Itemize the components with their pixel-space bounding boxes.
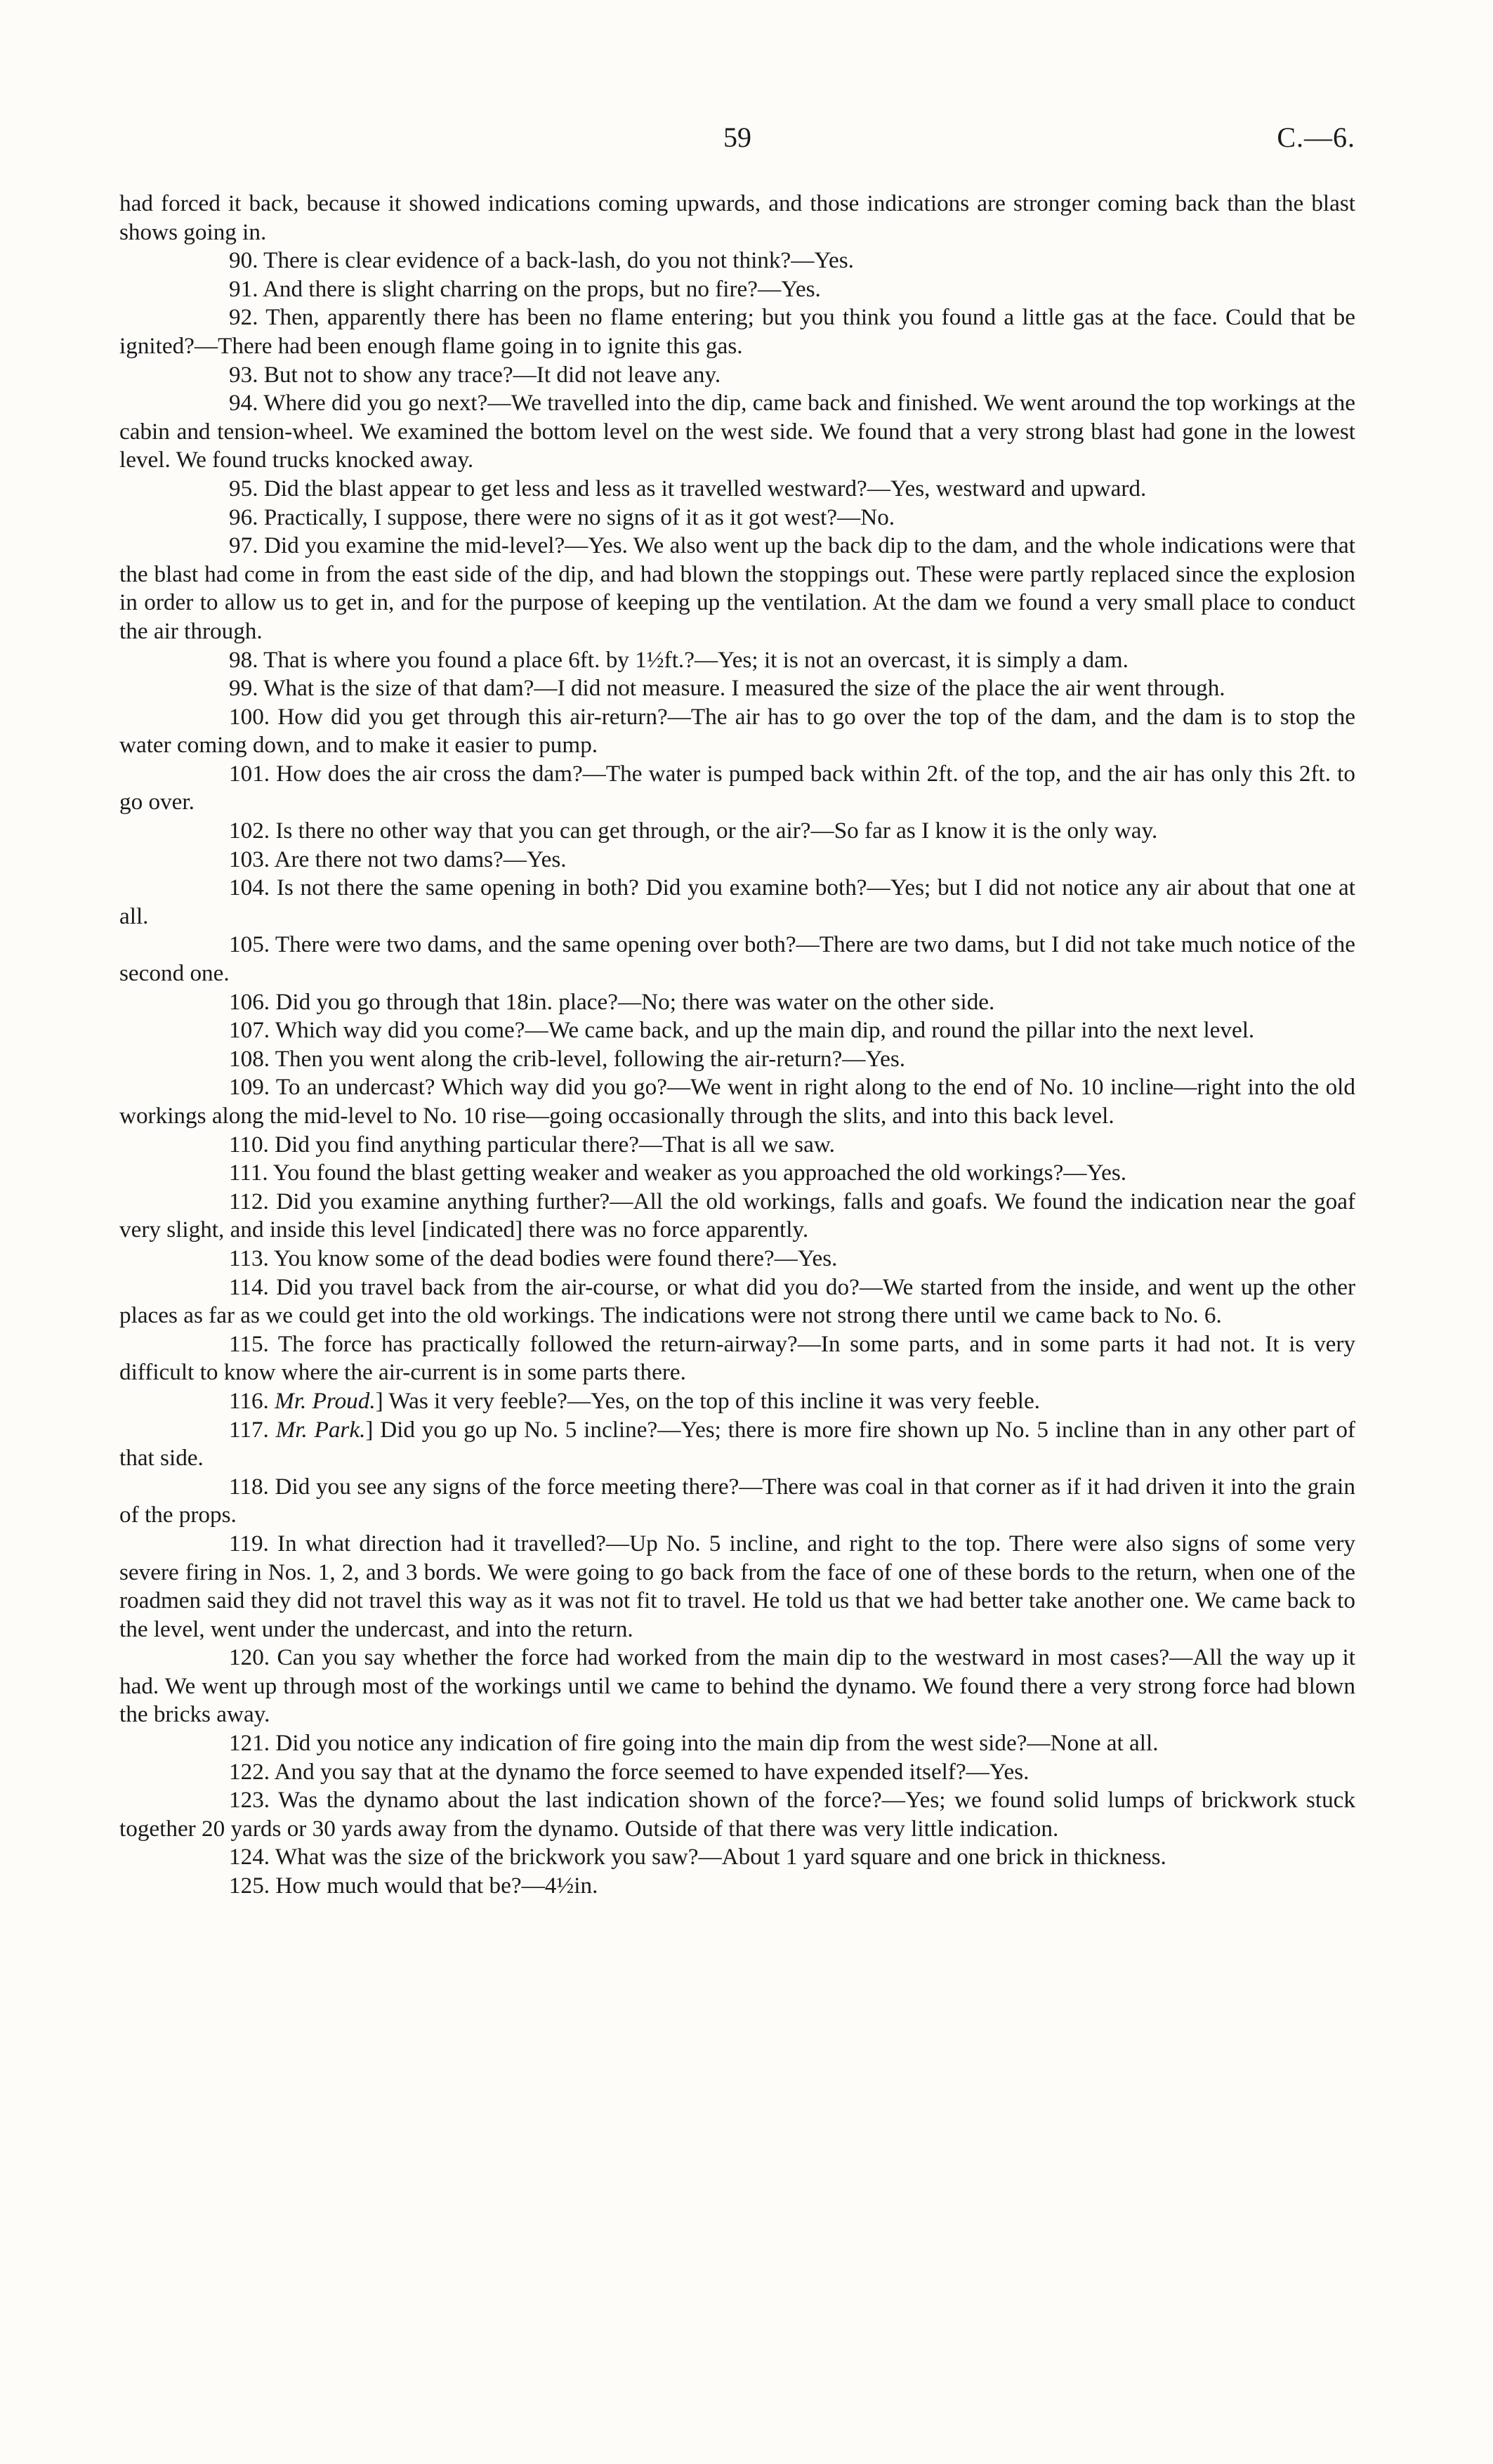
page-number: 59 [723,122,751,153]
question-97: 97. Did you examine the mid-level?—Yes. We also went up the back dip to the dam, and the whole indications were that the blast had come in from the east side of the dip, and had blown the stoppings out. These were partly replaced since the explosion in order to allow us to get in, and for the purpose of keeping up the ventilation. At the dam we found a very small place to conduct the air through. [119,532,1355,644]
question-116: 116. Mr. Proud.] Was it very feeble?—Yes, on the top of this incline it was very feeble. [229,1387,1040,1414]
question-104: 104. Is not there the same opening in both? Did you examine both?—Yes; but I did not notice any air about that one at all. [119,874,1355,929]
question-121: 121. Did you notice any indication of fire going into the main dip from the west side?—None at all. [229,1730,1159,1757]
question-125: 125. How much would that be?—4½in. [229,1873,598,1899]
question-117: 117. Mr. Park.] Did you go up No. 5 incline?—Yes; there is more fire shown up No. 5 incline than in any other part of that side. [119,1416,1355,1472]
question-103: 103. Are there not two dams?—Yes. [229,846,567,872]
question-118: 118. Did you see any signs of the force meeting there?—There was coal in that corner as if it had driven it into the grain of the props. [119,1473,1355,1528]
question-95: 95. Did the blast appear to get less and less as it travelled westward?—Yes, westward and upward. [229,475,1147,502]
question-109: 109. To an undercast? Which way did you go?—We went in right along to the end of No. 10 incline—right into the old workings along the mid-level to No. 10 rise—going occasionally through the slits, and into this back level. [119,1074,1355,1129]
testimony-body [119,190,1355,1901]
question-119: 119. In what direction had it travelled?—Up No. 5 incline, and right to the top. There were also signs of some very severe firing in Nos. 1, 2, and 3 bords. We were going to go back from the face of one of these bords to the return, when one of the roadmen said they did not travel this way as it was not fit to travel. He told us that we had better take another one. We came back to the level, went under the undercast, and into the return. [119,1530,1355,1642]
question-99: 99. What is the size of that dam?—I did not measure. I measured the size of the place the air went through. [229,675,1225,702]
paragraph-continuation: had forced it back, because it showed indications coming upwards, and those indications are stronger coming back than the blast shows going in. [119,190,1355,245]
question-120: 120. Can you say whether the force had worked from the main dip to the westward in most cases?—All the way up it had. We went up through most of the workings until we came to behind the dynamo. We found there a very strong force had blown the bricks away. [119,1644,1355,1728]
question-113: 113. You know some of the dead bodies were found there?—Yes. [229,1245,838,1271]
question-106: 106. Did you go through that 18in. place?—No; there was water on the other side. [229,988,995,1015]
question-124: 124. What was the size of the brickwork you saw?—About 1 yard square and one brick in thickness. [229,1844,1166,1870]
question-92: 92. Then, apparently there has been no flame entering; but you think you found a little gas at the face. Could that be ignited?—There had been enough flame going in to ignite this gas. [119,304,1355,359]
question-105: 105. There were two dams, and the same opening over both?—There are two dams, but I did not take much notice of the second one. [119,931,1355,987]
question-96: 96. Practically, I suppose, there were no signs of it as it got west?—No. [229,504,895,530]
question-115: 115. The force has practically followed the return-airway?—In some parts, and in some parts it had not. It is very difficult to know where the air-current is in some parts there. [119,1330,1355,1386]
question-100: 100. How did you get through this air-return?—The air has to go over the top of the dam, and the dam is to stop the water coming down, and to make it easier to pump. [119,703,1355,759]
question-108: 108. Then you went along the crib-level, following the air-return?—Yes. [229,1045,906,1072]
question-112: 112. Did you examine anything further?—All the old workings, falls and goafs. We found the indication near the goaf very slight, and inside this level [indicated] there was no force apparently. [119,1188,1355,1243]
question-90: 90. There is clear evidence of a back-lash, do you not think?—Yes. [229,247,854,274]
question-93: 93. But not to show any trace?—It did not leave any. [229,361,721,388]
question-110: 110. Did you find anything particular there?—That is all we saw. [229,1131,835,1158]
question-123: 123. Was the dynamo about the last indication shown of the force?—Yes; we found solid lumps of brickwork stuck together 20 yards or 30 yards away from the dynamo. Outside of that there was very little indication. [119,1787,1355,1842]
question-111: 111. You found the blast getting weaker and weaker as you approached the old workings?—Yes. [229,1160,1127,1186]
question-122: 122. And you say that at the dynamo the force seemed to have expended itself?—Yes. [229,1758,1030,1785]
page-header [119,121,1355,163]
question-114: 114. Did you travel back from the air-course, or what did you do?—We started from the inside, and went up the other places as far as we could get into the old workings. The indications were not strong there until we came back to No. 6. [119,1273,1355,1329]
question-94: 94. Where did you go next?—We travelled into the dip, came back and finished. We went around the top workings at the cabin and tension-wheel. We examined the bottom level on the west side. We found that a very strong blast had gone in the lowest level. We found trucks knocked away. [119,390,1355,473]
question-107: 107. Which way did you come?—We came back, and up the main dip, and round the pillar into the next level. [229,1017,1255,1044]
question-102: 102. Is there no other way that you can get through, or the air?—So far as I know it is the only way. [229,818,1158,844]
document-reference: C.—6. [1277,122,1355,153]
question-91: 91. And there is slight charring on the props, but no fire?—Yes. [229,275,821,302]
question-98: 98. That is where you found a place 6ft. by 1½ft.?—Yes; it is not an overcast, it is simply a dam. [229,646,1129,673]
question-101: 101. How does the air cross the dam?—The water is pumped back within 2ft. of the top, and the air has only this 2ft. to go over. [119,760,1355,815]
